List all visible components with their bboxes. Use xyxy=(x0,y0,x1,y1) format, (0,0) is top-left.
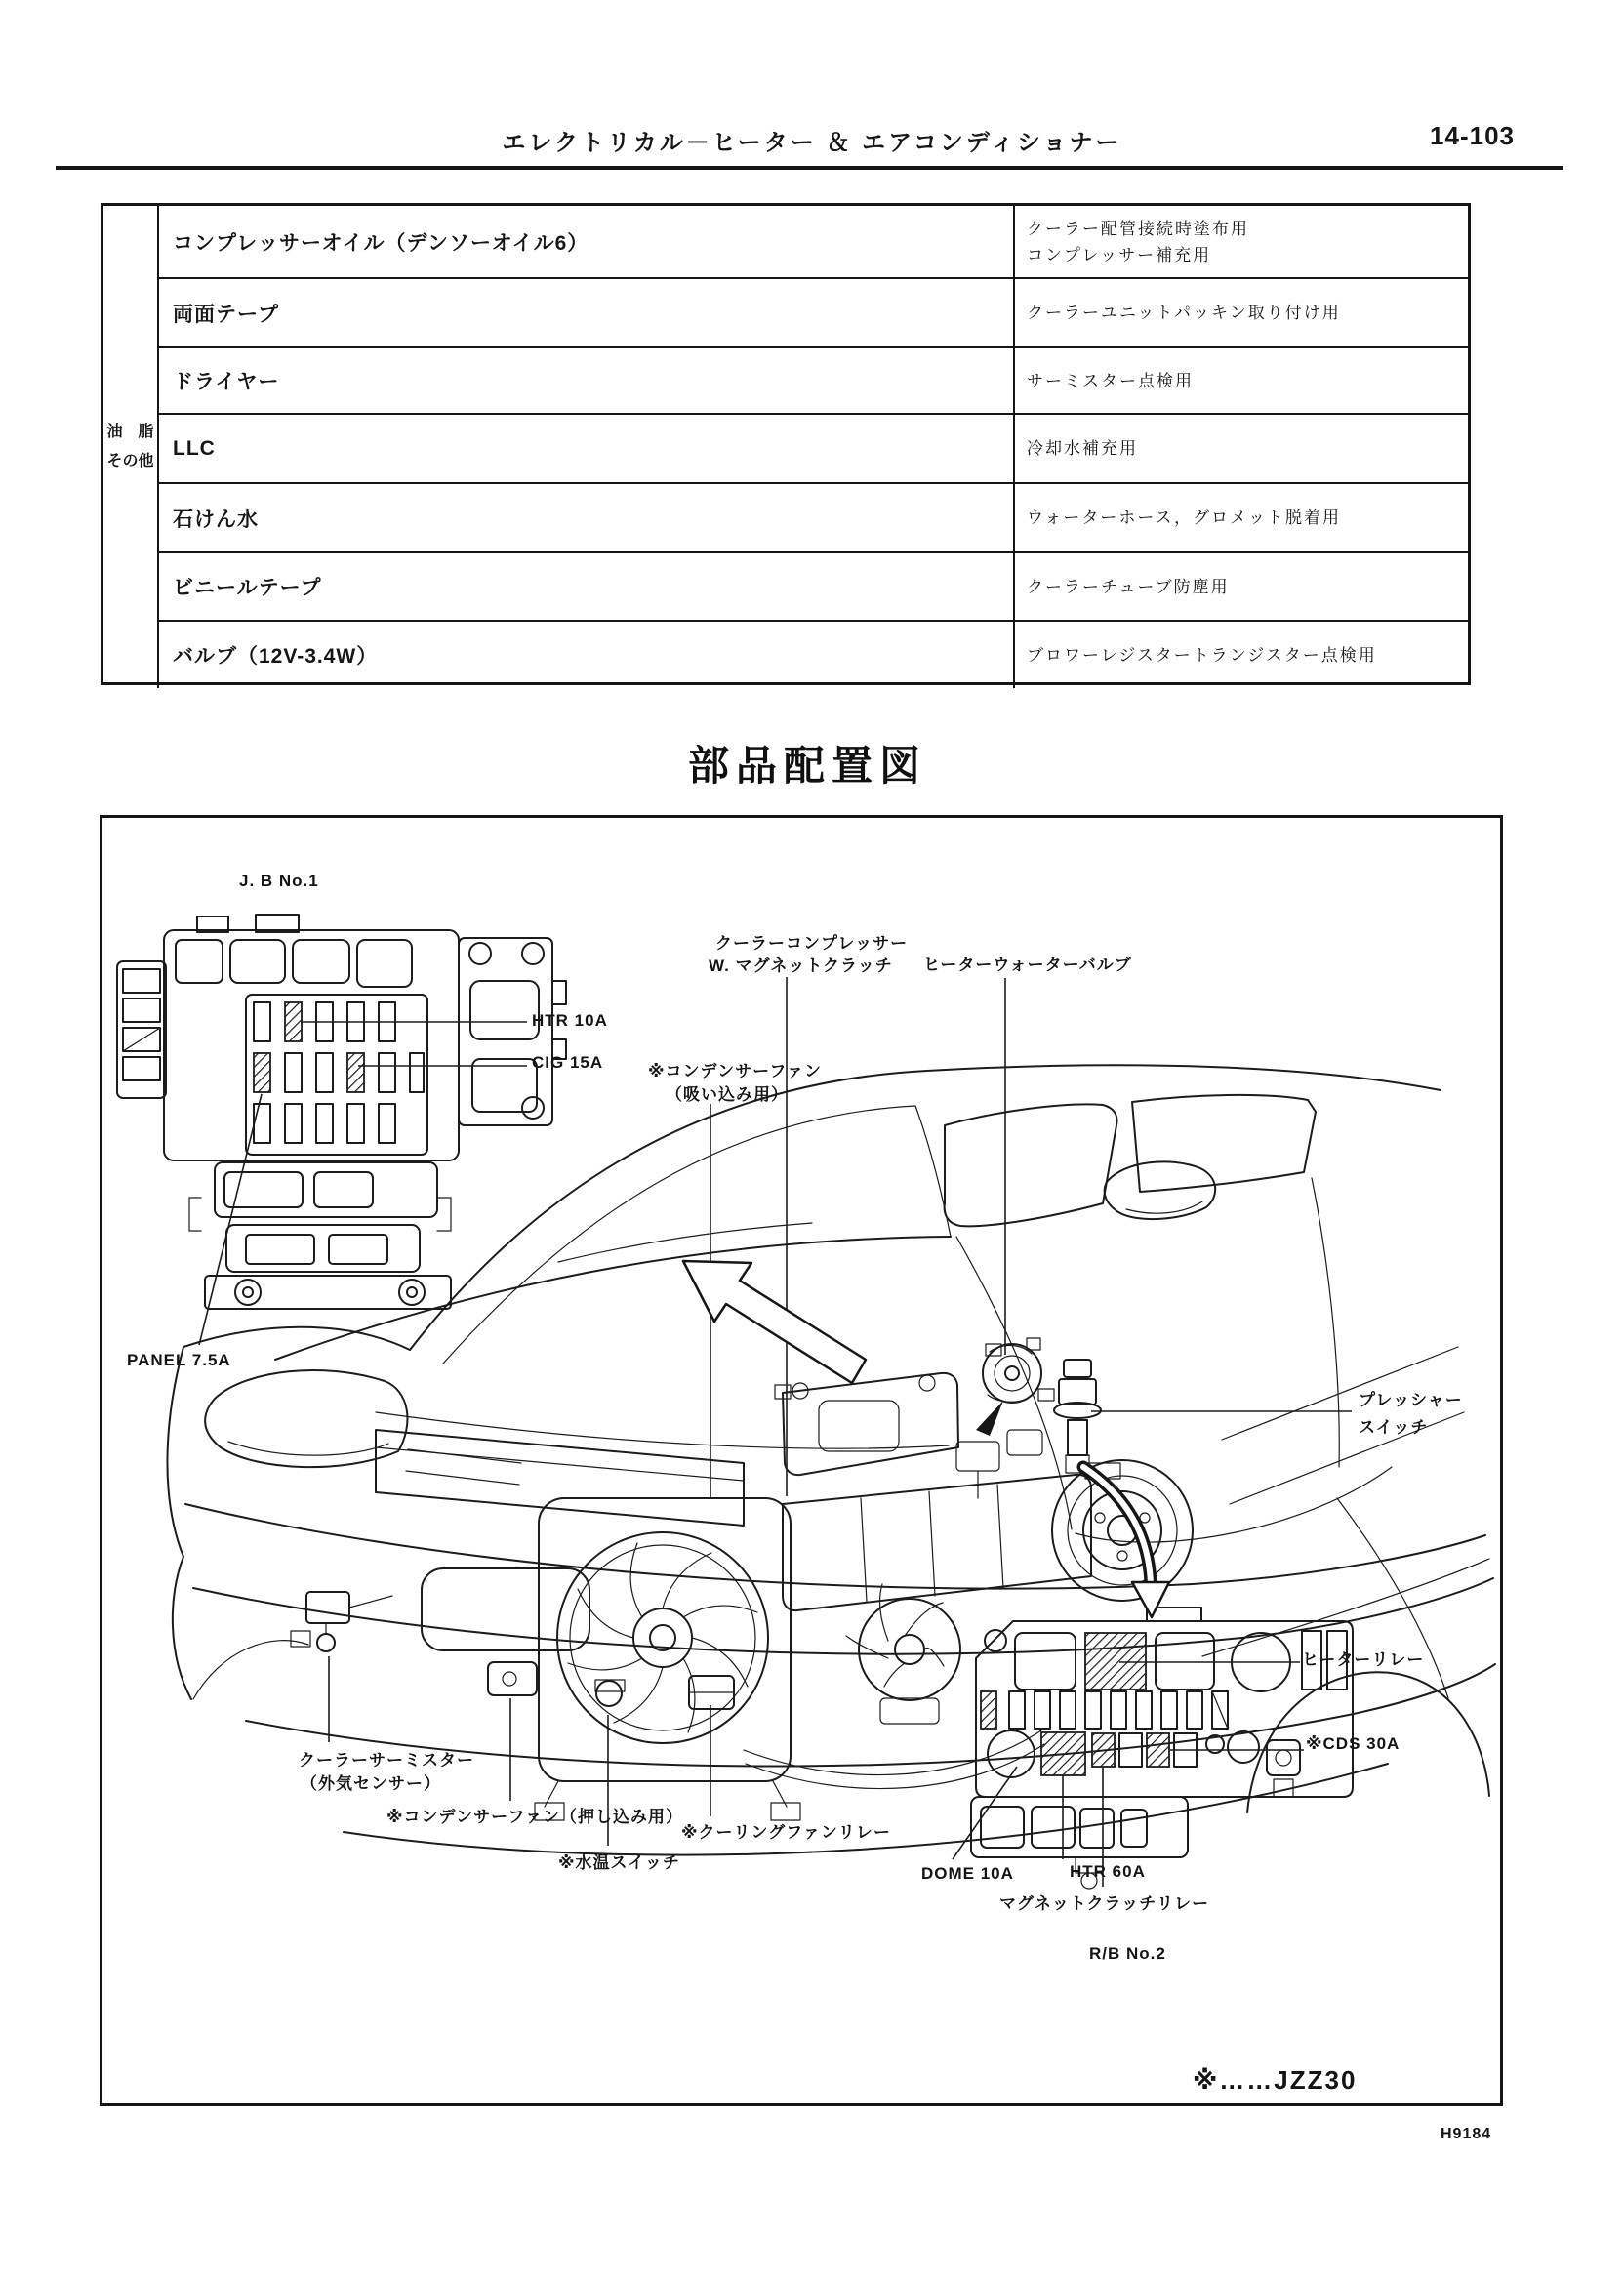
purpose-line: ブロワーレジスタートランジスター点検用 xyxy=(1027,645,1377,665)
label-water-temp-switch: ※水温スイッチ xyxy=(558,1853,680,1872)
table-cell-purpose xyxy=(1013,620,1468,688)
label-condenser-fan-suction-line1: ※コンデンサーファン xyxy=(648,1062,822,1080)
purpose-line: クーラーチューブ防塵用 xyxy=(1027,577,1230,596)
label-cooler-thermistor-line1: クーラーサーミスター xyxy=(299,1751,474,1770)
label-condenser-fan-push: ※コンデンサーファン（押し込み用） xyxy=(386,1808,683,1826)
label-htr-60a: HTR 60A xyxy=(1070,1862,1146,1881)
table-cell-item: ドライヤー xyxy=(157,346,1013,413)
purpose-line: クーラー配管接続時塗布用 xyxy=(1027,219,1249,238)
label-cig-15a: CIG 15A xyxy=(532,1053,604,1072)
label-cooling-fan-relay: ※クーリングファンリレー xyxy=(681,1823,891,1842)
header-rule xyxy=(56,166,1563,170)
table-group-label xyxy=(103,206,157,688)
rb-no2-box xyxy=(971,1608,1353,1889)
table-cell-item: コンプレッサーオイル（デンソーオイル6） xyxy=(157,206,1013,277)
label-compressor-line1: クーラーコンプレッサー xyxy=(715,934,909,953)
label-pressure-switch-line2: スイッチ xyxy=(1359,1418,1429,1437)
valve-pointer-arrow xyxy=(976,1401,1003,1436)
label-magnet-clutch-relay: マグネットクラッチリレー xyxy=(999,1894,1210,1913)
group-label-line2: その他 xyxy=(106,453,154,469)
label-compressor-line2: W. マグネットクラッチ xyxy=(709,957,893,975)
ambient-sensor-part xyxy=(488,1662,537,1695)
label-htr-10a: HTR 10A xyxy=(532,1011,608,1030)
diagram-border xyxy=(102,817,1502,2105)
label-cooler-thermistor-line2: （外気センサー） xyxy=(301,1774,441,1793)
purpose-line: 冷却水補充用 xyxy=(1027,439,1138,458)
car-body xyxy=(167,1065,1495,1854)
label-rb-no2: R/B No.2 xyxy=(1089,1944,1166,1963)
table-cell-item: ビニールテープ xyxy=(157,551,1013,620)
label-condenser-fan-suction-line2: （吸い込み用） xyxy=(666,1085,789,1104)
label-dome-10a: DOME 10A xyxy=(921,1864,1014,1883)
table-cell-item: 両面テープ xyxy=(157,277,1013,346)
table-cell-purpose xyxy=(1013,551,1468,620)
label-heater-water-valve: ヒーターウォーターバルブ xyxy=(923,956,1132,974)
diagram-artwork xyxy=(100,815,1503,2106)
table-cell-item: バルブ（12V-3.4W） xyxy=(157,620,1013,688)
jb-no1-box xyxy=(117,915,566,1309)
cooling-fan xyxy=(535,1498,800,1820)
label-model-note: ※……JZZ30 xyxy=(1193,2065,1358,2095)
purpose-line: ウォーターホース，グロメット脱着用 xyxy=(1027,509,1341,527)
supplies-table xyxy=(101,203,1471,685)
page-number: 14-103 xyxy=(1430,121,1515,150)
table-cell-purpose xyxy=(1013,206,1468,277)
label-cds-30a: ※CDS 30A xyxy=(1306,1734,1401,1753)
label-heater-relay: ヒーターリレー xyxy=(1302,1650,1425,1669)
reservoir-tank xyxy=(775,1373,958,1475)
page-title: エレクトリカル－ヒーター ＆ エアコンディショナー xyxy=(502,130,1122,156)
table-cell-item: LLC xyxy=(157,413,1013,482)
purpose-line: サーミスター点検用 xyxy=(1027,371,1194,390)
water-temp-switch-part xyxy=(595,1680,625,1706)
table-cell-purpose xyxy=(1013,277,1468,346)
label-pressure-switch-line1: プレッシャー xyxy=(1359,1391,1463,1409)
table-cell-purpose xyxy=(1013,482,1468,551)
label-panel-7-5a: PANEL 7.5A xyxy=(127,1351,231,1369)
cooler-thermistor-part xyxy=(291,1592,392,1651)
table-cell-purpose xyxy=(1013,346,1468,413)
purpose-line: コンプレッサー補充用 xyxy=(1027,245,1212,265)
label-jb-no1: J. B No.1 xyxy=(239,872,319,890)
table-cell-item: 石けん水 xyxy=(157,482,1013,551)
parts-location-diagram xyxy=(100,815,1503,2106)
section-title: 部品配置図 xyxy=(688,743,928,789)
group-label-line1: 油 脂 xyxy=(106,423,154,440)
label-figure-code: H9184 xyxy=(1441,2126,1492,2142)
table-cell-purpose xyxy=(1013,413,1468,482)
purpose-line: クーラーユニットパッキン取り付け用 xyxy=(1027,304,1341,322)
